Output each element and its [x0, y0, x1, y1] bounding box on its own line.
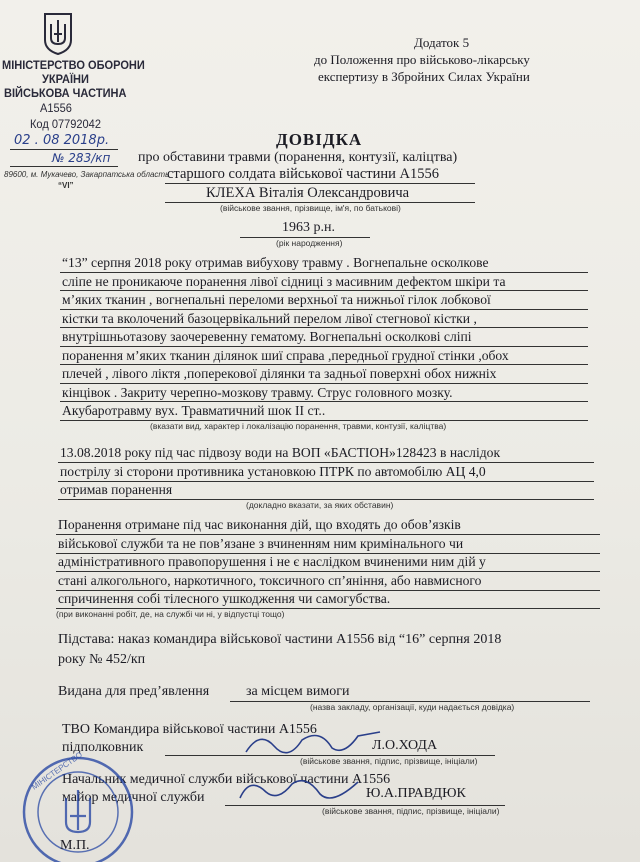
commander-rank: підполковник: [62, 740, 144, 755]
medical-chief-rank: майор медичної служби: [62, 790, 205, 805]
caption-injury: (вказати вид, характер і локалізацію поранення, травми, контузії, каліцтва): [150, 421, 447, 431]
caption-rank-name: (військове звання, прізвище, ім'я, по батькові): [220, 203, 401, 213]
commander-position: ТВО Командира військової частини А1556: [62, 722, 317, 737]
birth-year: 1963 р.н.: [282, 220, 335, 235]
soldier-name: КЛЕХА Віталія Олександровича: [206, 185, 410, 201]
unit-address: 89600, м. Мукачево, Закарпатська область: [4, 170, 170, 179]
issued-for-value: за місцем вимоги: [246, 684, 350, 699]
commander-name: Л.О.ХОДА: [372, 738, 438, 753]
unit-number: А1556: [40, 101, 72, 115]
caption-sign2: (військове звання, підпис, прізвище, ініціали): [322, 806, 500, 816]
basis-order: Підстава: наказ командира військової частини А1556 від “16” серпня 2018: [58, 632, 502, 647]
document-title: ДОВІДКА: [276, 130, 363, 149]
injury-description: “13” серпня 2018 року отримав вибухову травму . Вогнепальне осколкове сліпе не проникаюче поранення лівої сідниці з масивним дефектом шкіри та м’яких тканин , вогнепальні переломи верхньої та нижньої гілок лобкової кістки та вколочений базоцервікальний перелом лівої стегнової кістки , внутрішньотазову заочеревенну гематому. Вогнепальні осколкові сліпі поранення м’яких тканин ділянок шиї справа ,передньої грудної стінки ,обох плечей , лівого ліктя ,поперекової ділянки та задньої поверхні обох нижніх кінцівок . Закриту черепно-мозкову травму. Струс головного мозку. Акубаротравму вух. Травматичний шок ІІ ст..: [62, 255, 509, 418]
unit-label: ВІЙСЬКОВА ЧАСТИНА: [4, 86, 127, 100]
unit-address-mark: “VI”: [58, 181, 74, 190]
ministry-country: УКРАЇНИ: [42, 72, 89, 86]
title-subtitle: про обставини травми (поранення, контузії, каліцтва): [138, 150, 458, 165]
caption-circumstances: (докладно вказати, за яких обставин): [246, 500, 394, 510]
ministry-title: МІНІСТЕРСТВО ОБОРОНИ: [2, 58, 145, 72]
caption-duty: (при виконанні робіт, де, на службі чи ні, у відпустці тощо): [56, 609, 285, 619]
issued-for-label: Видана для пред’явлення: [58, 684, 210, 699]
caption-birth-year: (рік народження): [276, 238, 343, 248]
caption-issued: (назва закладу, організації, куди надається довідка): [310, 702, 515, 712]
injury-circumstances: 13.08.2018 року під час підвозу води на ВОП «БАСТІОН»128423 в наслідок пострілу зі сторони противника установкою ПТРК по автомобілю АЦ 4,0 отримав поранення: [60, 445, 501, 497]
duty-statement: Поранення отримане під час виконання дій, що входять до обов’язків військової служби та не пов’язане з вчиненням ним кримінального чи адміністративного правопорушення і не є наслідком вчиненими ним дій у стані алкогольного, наркотичного, токсичного сп’яніння, або навмисного спричинення собі тілесного ушкодження чи самогубства.: [58, 517, 486, 606]
soldier-rank-unit: старшого солдата військової частини А1556: [167, 166, 440, 182]
outgoing-date: 02 . 08 2018р.: [14, 133, 110, 148]
coat-of-arms-icon: [42, 12, 74, 56]
appendix-number: Додаток 5: [414, 35, 470, 50]
medical-chief-name: Ю.А.ПРАВДЮК: [366, 786, 466, 801]
basis-order-number: року № 452/кп: [58, 652, 146, 667]
svg-text:МІНІСТЕРСТВО: МІНІСТЕРСТВО: [29, 750, 84, 792]
appendix-ref-line2: експертизу в Збройних Силах України: [318, 69, 530, 84]
unit-code: Код 07792042: [30, 117, 101, 131]
seal-place-label: М.П.: [60, 838, 90, 853]
outgoing-number: № 283/кп: [52, 151, 111, 165]
medical-chief-position: Начальник медичної служби військової частини А1556: [62, 772, 391, 787]
medical-chief-signature-icon: [236, 770, 366, 810]
caption-sign1: (військове звання, підпис, прізвище, ініціали): [300, 756, 478, 766]
appendix-ref-line1: до Положення про військово-лікарську: [314, 52, 530, 67]
